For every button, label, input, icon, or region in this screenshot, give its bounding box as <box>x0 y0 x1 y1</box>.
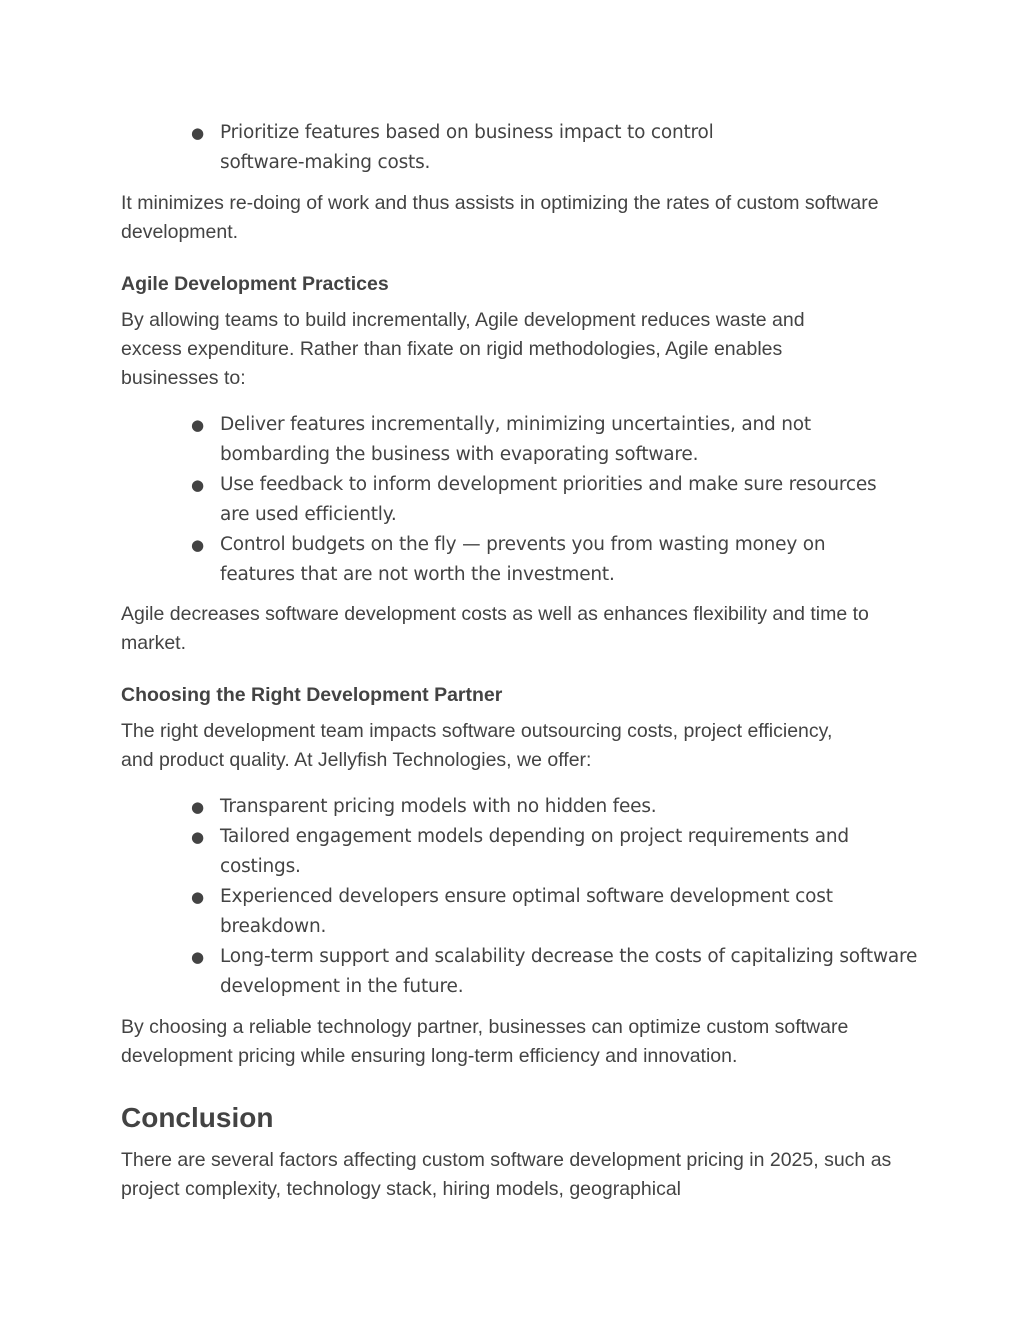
conclusion-heading-block <box>121 1101 921 1135</box>
partner-paragraph: The right development team impacts software outsourcing costs, project efficiency, and product quality. At Jellyfish Technologies, we offer: <box>121 720 833 771</box>
list-item <box>190 792 920 822</box>
partner-intro <box>121 717 841 775</box>
list-item-text: Long-term support and scalability decrease the costs of capitalizing software development in the future. <box>220 946 918 997</box>
intro-paragraph: It minimizes re-doing of work and thus assists in optimizing the rates of custom software development. <box>121 192 879 243</box>
agile-heading-block <box>121 271 921 297</box>
bullet-icon: ● <box>191 536 204 554</box>
list-item-text: Prioritize features based on business impact to control software-making costs. <box>220 122 714 173</box>
partner-heading-block <box>121 682 921 708</box>
list-item <box>190 822 920 882</box>
agile-intro <box>121 306 861 393</box>
agile-bullet-list <box>190 410 890 590</box>
bullet-icon: ● <box>191 476 204 494</box>
partner-closing-block <box>121 1013 921 1071</box>
agile-closing-block <box>121 600 921 658</box>
agile-heading: Agile Development Practices <box>121 273 389 295</box>
list-item <box>190 882 920 942</box>
list-item <box>190 470 880 530</box>
top-bullet-list <box>190 118 890 178</box>
bullet-icon: ● <box>191 798 204 816</box>
list-item-text: Tailored engagement models depending on project requirements and costings. <box>220 826 849 877</box>
agile-closing: Agile decreases software development costs as well as enhances flexibility and time to market. <box>121 603 869 654</box>
list-item <box>190 530 900 590</box>
list-item <box>190 118 750 178</box>
list-item <box>190 942 920 1002</box>
bullet-icon: ● <box>191 124 204 142</box>
list-item-text: Use feedback to inform development priorities and make sure resources are used efficiently. <box>220 474 877 525</box>
list-item-text: Experienced developers ensure optimal software development cost breakdown. <box>220 886 833 937</box>
bullet-icon: ● <box>191 888 204 906</box>
list-item <box>190 410 880 470</box>
list-item-text: Control budgets on the fly — prevents you from wasting money on features that are not worth the investment. <box>220 534 826 585</box>
list-item-text: Transparent pricing models with no hidden fees. <box>220 796 657 817</box>
conclusion-body <box>121 1146 921 1204</box>
agile-paragraph: By allowing teams to build incrementally, Agile development reduces waste and excess expenditure. Rather than fixate on rigid methodologies, Agile enables businesses to: <box>121 309 805 389</box>
conclusion-heading: Conclusion <box>121 1102 274 1133</box>
bullet-icon: ● <box>191 416 204 434</box>
intro-section <box>121 189 921 247</box>
bullet-icon: ● <box>191 948 204 966</box>
partner-heading: Choosing the Right Development Partner <box>121 684 503 706</box>
partner-closing: By choosing a reliable technology partner, businesses can optimize custom software development pricing while ensuring long-term efficiency and innovation. <box>121 1016 849 1067</box>
partner-bullet-list <box>190 792 918 1002</box>
list-item-text: Deliver features incrementally, minimizing uncertainties, and not bombarding the business with evaporating software. <box>220 414 811 465</box>
conclusion-paragraph: There are several factors affecting custom software development pricing in 2025, such as project complexity, technology stack, hiring models, geographical <box>121 1149 892 1200</box>
bullet-icon: ● <box>191 828 204 846</box>
